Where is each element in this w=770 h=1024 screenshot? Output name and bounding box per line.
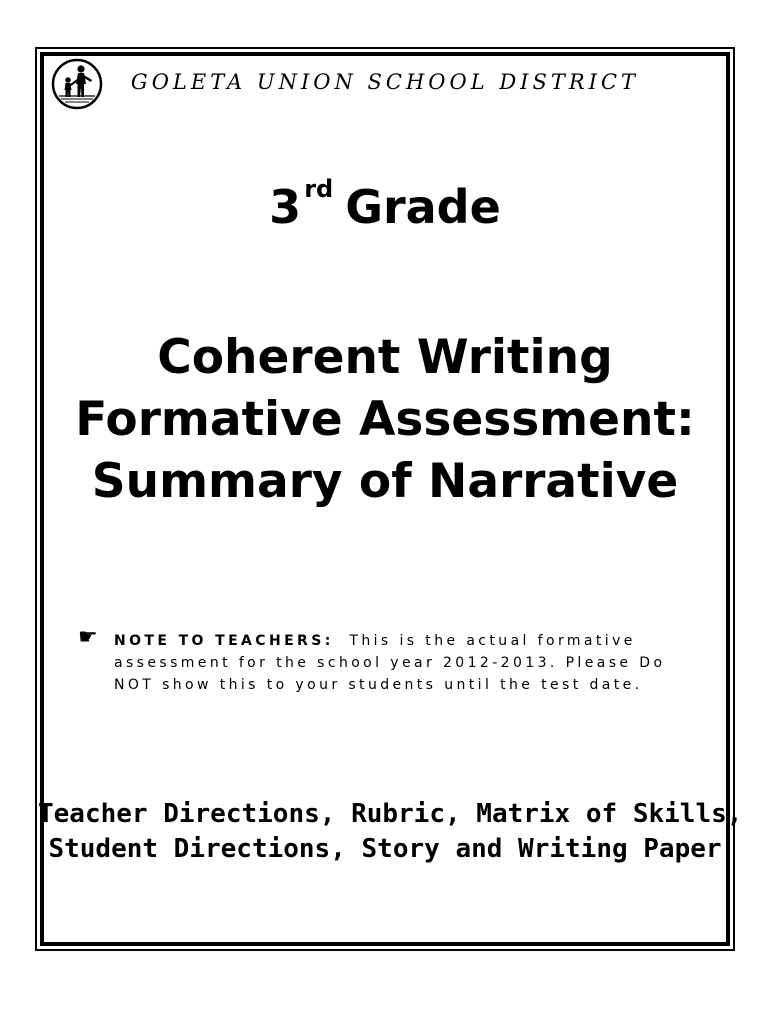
grade-number: 3 <box>269 180 302 234</box>
contents-line-2: Student Directions, Story and Writing Paper <box>48 834 722 864</box>
district-logo-icon <box>51 58 103 110</box>
contents-list <box>38 797 743 867</box>
grade-suffix: rd <box>304 175 334 203</box>
district-name: GOLETA UNION SCHOOL DISTRICT <box>130 70 640 94</box>
note-label: NOTE TO TEACHERS: <box>114 633 334 649</box>
document-title <box>40 327 730 513</box>
grade-label: Grade <box>345 180 501 234</box>
note-text: This is the actual formative assessment for the school year 2012-2013. Please Do NOT show this to your students until the test date. <box>114 633 666 693</box>
pointing-hand-icon: ☛ <box>78 625 98 650</box>
grade-heading <box>40 175 730 234</box>
contents-line-1: Teacher Directions, Rubric, Matrix of Skills, <box>38 799 743 829</box>
note-body <box>114 630 700 696</box>
title-line-2: Formative Assessment: <box>75 392 695 447</box>
title-line-1: Coherent Writing <box>157 330 613 385</box>
title-line-3: Summary of Narrative <box>91 454 679 509</box>
